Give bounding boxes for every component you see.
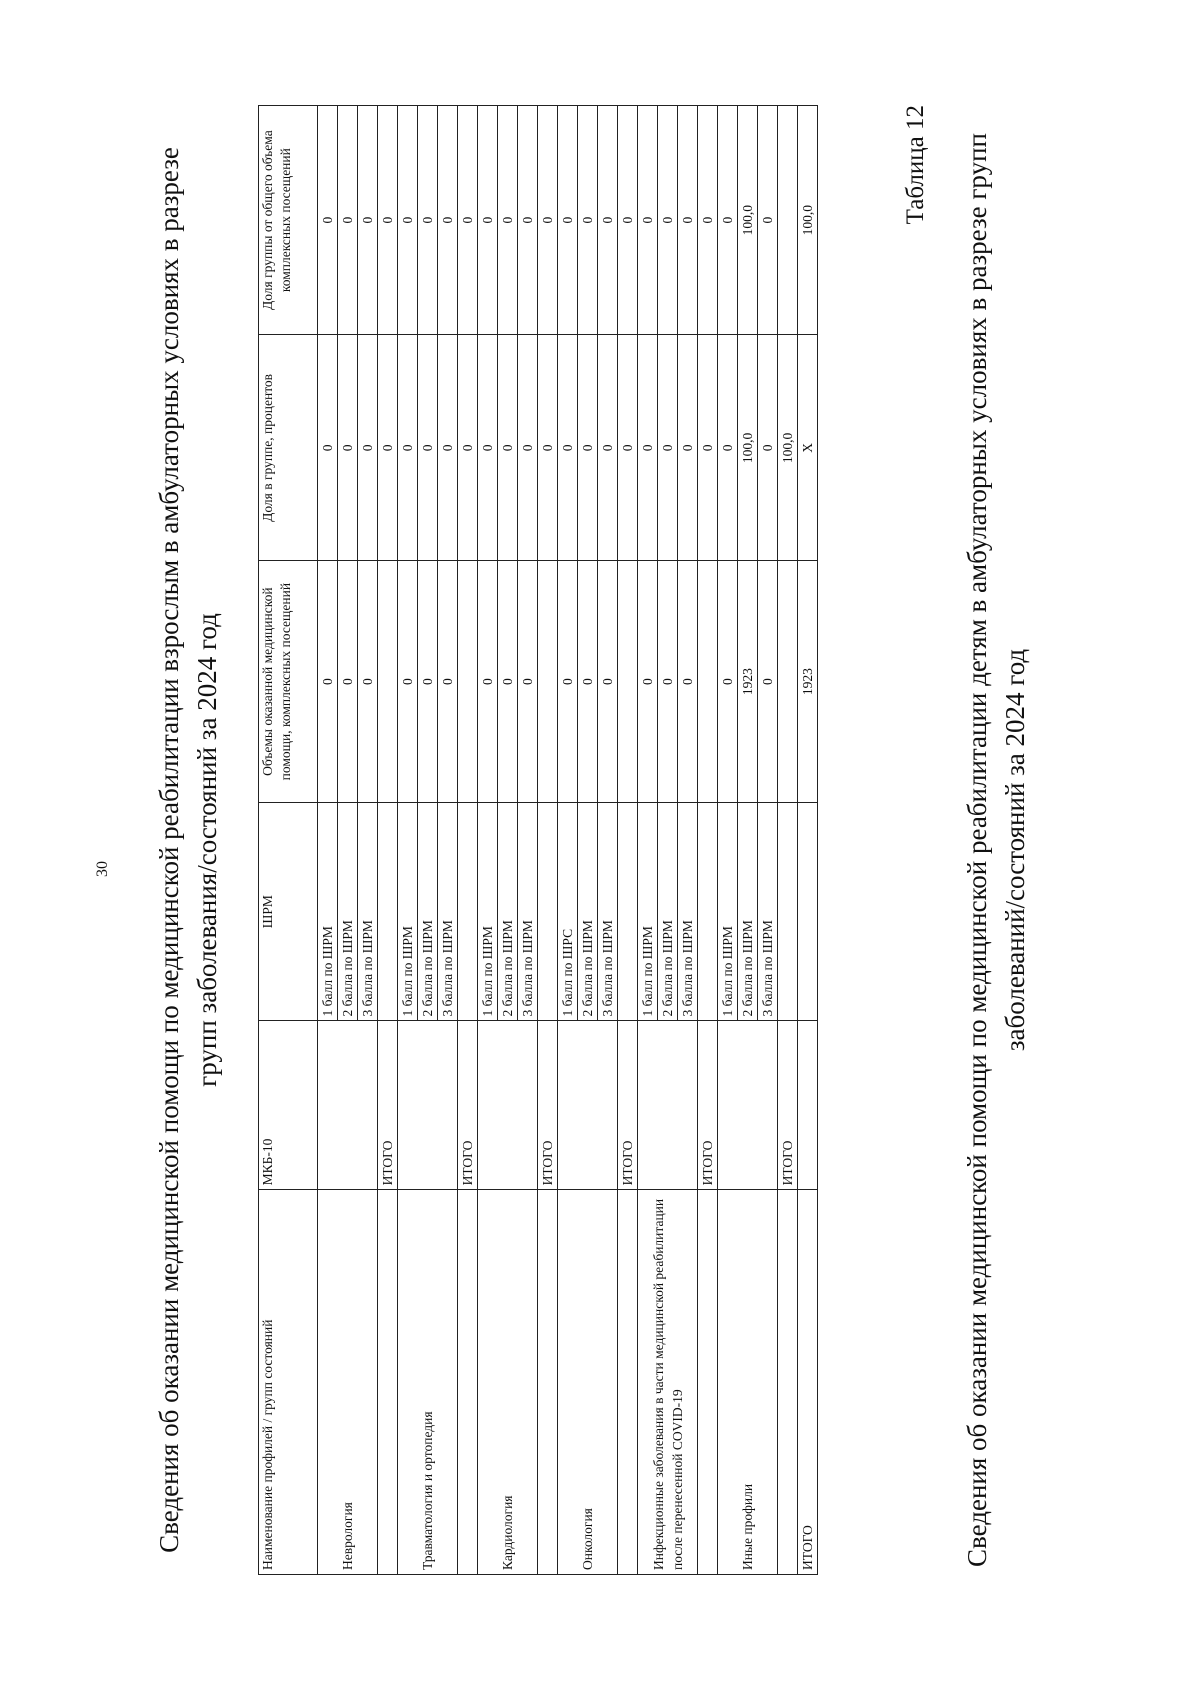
share-total-cell: 0 bbox=[658, 106, 678, 335]
mkb-cell bbox=[638, 1021, 698, 1190]
header-profile: Наименование профилей / групп состояний bbox=[259, 1190, 318, 1575]
share-group-cell: 0 bbox=[358, 335, 378, 561]
share-group-cell: 0 bbox=[718, 335, 738, 561]
shrm-cell bbox=[538, 802, 558, 1021]
shrm-cell: 2 балла по ШРМ bbox=[658, 802, 678, 1021]
group-total-spacer bbox=[538, 1190, 558, 1575]
share-group-cell: 0 bbox=[578, 335, 598, 561]
group-total-label: ИТОГО bbox=[698, 1021, 718, 1190]
volume-cell: 0 bbox=[638, 561, 658, 802]
volume-cell: 0 bbox=[318, 561, 338, 802]
share-total-cell: 0 bbox=[498, 106, 518, 335]
share-total-cell: 0 bbox=[638, 106, 658, 335]
group-name: Кардиология bbox=[478, 1190, 538, 1575]
shrm-cell: 3 балла по ШРМ bbox=[518, 802, 538, 1021]
table-body bbox=[318, 106, 818, 1575]
shrm-cell bbox=[798, 802, 818, 1021]
share-total-cell: 0 bbox=[618, 106, 638, 335]
group-total-spacer bbox=[378, 1190, 398, 1575]
shrm-cell bbox=[458, 802, 478, 1021]
share-total-cell: 0 bbox=[678, 106, 698, 335]
volume-cell bbox=[378, 561, 398, 802]
group-total-spacer bbox=[458, 1190, 478, 1575]
table-caption: Таблица 12 bbox=[902, 105, 929, 225]
grand-total-label: ИТОГО bbox=[798, 1190, 818, 1575]
share-group-cell: 0 bbox=[658, 335, 678, 561]
table-total-row bbox=[618, 106, 638, 1575]
shrm-cell: 2 балла по ШРМ bbox=[738, 802, 758, 1021]
share-total-cell: 0 bbox=[458, 106, 478, 335]
shrm-cell: 1 балл по ШРМ bbox=[718, 802, 738, 1021]
mkb-cell bbox=[718, 1021, 778, 1190]
share-group-cell: 0 bbox=[618, 335, 638, 561]
shrm-cell: 3 балла по ШРМ bbox=[598, 802, 618, 1021]
share-group-cell: 0 bbox=[598, 335, 618, 561]
shrm-cell: 3 балла по ШРМ bbox=[358, 802, 378, 1021]
volume-cell bbox=[618, 561, 638, 802]
share-total-cell: 0 bbox=[418, 106, 438, 335]
share-group-cell: 0 bbox=[478, 335, 498, 561]
volume-cell: 0 bbox=[578, 561, 598, 802]
grand-total-row bbox=[798, 106, 818, 1575]
share-group-cell: 0 bbox=[638, 335, 658, 561]
share-group-cell: 0 bbox=[518, 335, 538, 561]
group-total-spacer bbox=[698, 1190, 718, 1575]
share-total-cell: 0 bbox=[318, 106, 338, 335]
group-total-label: ИТОГО bbox=[538, 1021, 558, 1190]
volume-cell: 0 bbox=[518, 561, 538, 802]
share-total-cell: 0 bbox=[518, 106, 538, 335]
volume-cell: 0 bbox=[438, 561, 458, 802]
rotated-content bbox=[150, 95, 1050, 1605]
section-title: Сведения об оказании медицинской помощи по медицинской реабилитации детям в амбулаторных условиях в разрезе групп заболеваний/состояний за 2024 год bbox=[962, 133, 1030, 1567]
page-number: 30 bbox=[94, 861, 111, 877]
rehab-adult-table bbox=[258, 105, 818, 1575]
share-total-cell: 100,0 bbox=[738, 106, 758, 335]
volume-cell: 0 bbox=[678, 561, 698, 802]
table-row bbox=[718, 106, 738, 1575]
shrm-cell: 2 балла по ШРМ bbox=[578, 802, 598, 1021]
table-container bbox=[258, 105, 818, 1575]
group-name: Инфекционные заболевания в части медицинской реабилитации после перенесенной COVID-19 bbox=[638, 1190, 698, 1575]
share-total-cell: 0 bbox=[438, 106, 458, 335]
shrm-cell: 1 балл по ШРМ bbox=[398, 802, 418, 1021]
volume-cell bbox=[698, 561, 718, 802]
share-total-cell: 0 bbox=[718, 106, 738, 335]
share-total-cell: 0 bbox=[598, 106, 618, 335]
share-total-cell: 0 bbox=[358, 106, 378, 335]
share-total-cell: 0 bbox=[478, 106, 498, 335]
header-mkb: МКБ-10 bbox=[259, 1021, 318, 1190]
header-volume: Объемы оказанной медицинской помощи, комплексных посещений bbox=[259, 561, 318, 802]
shrm-cell: 2 балла по ШРМ bbox=[418, 802, 438, 1021]
volume-cell: 0 bbox=[658, 561, 678, 802]
mkb-cell bbox=[478, 1021, 538, 1190]
group-name: Онкология bbox=[558, 1190, 618, 1575]
header-share-group: Доля в группе, процентов bbox=[259, 335, 318, 561]
shrm-cell: 1 балл по ШРМ bbox=[318, 802, 338, 1021]
page-title: Сведения об оказании медицинской помощи по медицинской реабилитации взрослым в амбулаторных условиях в разрезе групп заболевания/состояний за 2024 год bbox=[154, 147, 222, 1553]
share-total-cell: 0 bbox=[538, 106, 558, 335]
share-group-cell: 0 bbox=[338, 335, 358, 561]
volume-cell: 1923 bbox=[738, 561, 758, 802]
table-row bbox=[318, 106, 338, 1575]
shrm-cell: 2 балла по ШРМ bbox=[338, 802, 358, 1021]
shrm-cell: 2 балла по ШРМ bbox=[498, 802, 518, 1021]
share-total-cell bbox=[778, 106, 798, 335]
share-group-cell: 0 bbox=[758, 335, 778, 561]
shrm-cell: 3 балла по ШРМ bbox=[438, 802, 458, 1021]
shrm-cell: 3 балла по ШРМ bbox=[758, 802, 778, 1021]
share-group-cell: 0 bbox=[378, 335, 398, 561]
share-group-cell: 0 bbox=[398, 335, 418, 561]
table-total-row bbox=[778, 106, 798, 1575]
share-group-cell: 0 bbox=[698, 335, 718, 561]
table-row bbox=[638, 106, 658, 1575]
table-row bbox=[478, 106, 498, 1575]
share-group-cell: 0 bbox=[558, 335, 578, 561]
volume-cell: 0 bbox=[398, 561, 418, 802]
share-total-cell: 100,0 bbox=[798, 106, 818, 335]
shrm-cell: 1 балл по ШРМ bbox=[638, 802, 658, 1021]
table-row bbox=[558, 106, 578, 1575]
volume-cell bbox=[458, 561, 478, 802]
volume-cell bbox=[778, 561, 798, 802]
share-total-cell: 0 bbox=[758, 106, 778, 335]
group-total-label: ИТОГО bbox=[778, 1021, 798, 1190]
group-total-spacer bbox=[618, 1190, 638, 1575]
share-total-cell: 0 bbox=[338, 106, 358, 335]
volume-cell: 0 bbox=[478, 561, 498, 802]
volume-cell: 0 bbox=[498, 561, 518, 802]
mkb-cell bbox=[798, 1021, 818, 1190]
mkb-cell bbox=[318, 1021, 378, 1190]
share-group-cell: 0 bbox=[538, 335, 558, 561]
share-total-cell: 0 bbox=[698, 106, 718, 335]
header-shrm: ШРМ bbox=[259, 802, 318, 1021]
group-total-label: ИТОГО bbox=[378, 1021, 398, 1190]
shrm-cell: 3 балла по ШРМ bbox=[678, 802, 698, 1021]
share-total-cell: 0 bbox=[378, 106, 398, 335]
volume-cell: 0 bbox=[338, 561, 358, 802]
share-group-cell: X bbox=[798, 335, 818, 561]
mkb-cell bbox=[398, 1021, 458, 1190]
group-name: Неврология bbox=[318, 1190, 378, 1575]
shrm-cell bbox=[618, 802, 638, 1021]
group-name: Травматология и ортопедия bbox=[398, 1190, 458, 1575]
volume-cell: 0 bbox=[558, 561, 578, 802]
group-name: Иные профили bbox=[718, 1190, 778, 1575]
shrm-cell: 1 балл по ШРС bbox=[558, 802, 578, 1021]
shrm-cell: 1 балл по ШРМ bbox=[478, 802, 498, 1021]
share-group-cell: 0 bbox=[438, 335, 458, 561]
volume-cell: 0 bbox=[418, 561, 438, 802]
share-group-cell: 0 bbox=[418, 335, 438, 561]
shrm-cell bbox=[778, 802, 798, 1021]
share-group-cell: 100,0 bbox=[738, 335, 758, 561]
share-group-cell: 0 bbox=[498, 335, 518, 561]
share-group-cell: 0 bbox=[458, 335, 478, 561]
volume-cell bbox=[538, 561, 558, 802]
shrm-cell bbox=[698, 802, 718, 1021]
share-group-cell: 0 bbox=[678, 335, 698, 561]
group-total-label: ИТОГО bbox=[618, 1021, 638, 1190]
share-group-cell: 100,0 bbox=[778, 335, 798, 561]
table-total-row bbox=[458, 106, 478, 1575]
volume-cell: 0 bbox=[718, 561, 738, 802]
table-total-row bbox=[378, 106, 398, 1575]
volume-cell: 0 bbox=[598, 561, 618, 802]
volume-cell: 1923 bbox=[798, 561, 818, 802]
share-total-cell: 0 bbox=[578, 106, 598, 335]
group-total-spacer bbox=[778, 1190, 798, 1575]
header-share-total: Доля группы от общего объема комплексных посещений bbox=[259, 106, 318, 335]
share-total-cell: 0 bbox=[558, 106, 578, 335]
table-row bbox=[398, 106, 418, 1575]
table-total-row bbox=[698, 106, 718, 1575]
table-total-row bbox=[538, 106, 558, 1575]
group-total-label: ИТОГО bbox=[458, 1021, 478, 1190]
shrm-cell bbox=[378, 802, 398, 1021]
volume-cell: 0 bbox=[358, 561, 378, 802]
mkb-cell bbox=[558, 1021, 618, 1190]
share-total-cell: 0 bbox=[398, 106, 418, 335]
volume-cell: 0 bbox=[758, 561, 778, 802]
table-header-row bbox=[259, 106, 318, 1575]
share-group-cell: 0 bbox=[318, 335, 338, 561]
